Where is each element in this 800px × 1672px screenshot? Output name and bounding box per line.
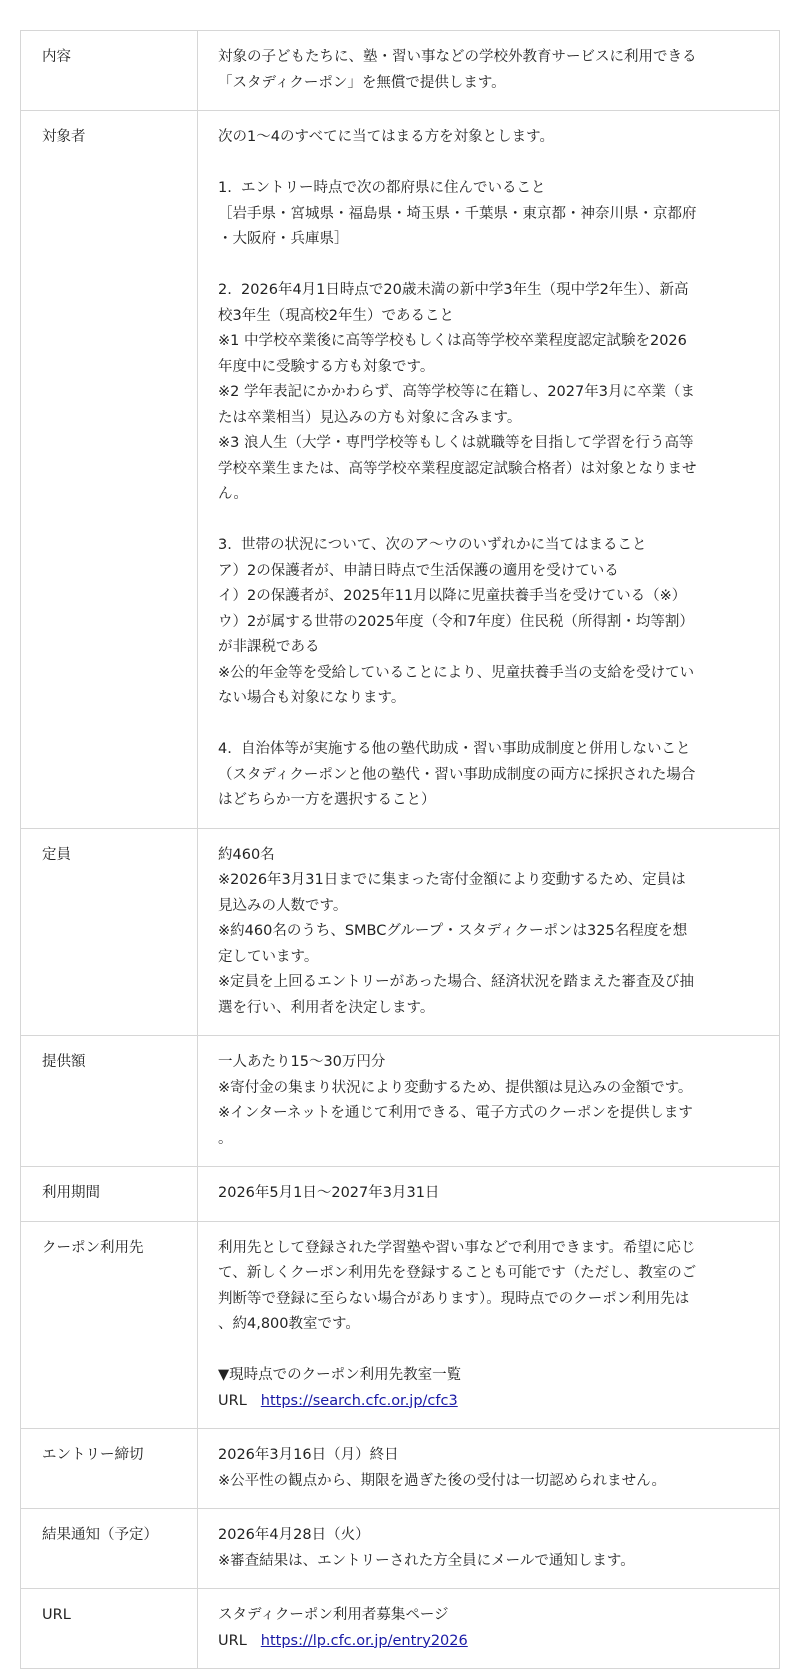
row-label: 対象者 [21, 111, 198, 829]
row-value [198, 1589, 780, 1669]
value-line: ※約460名のうち、SMBCグループ・スタディクーポンは325名程度を想 [218, 923, 688, 939]
table-row [21, 31, 780, 111]
program-info-table [20, 30, 780, 1669]
value-line: 学校卒業生または、高等学校卒業程度認定試験合格者）は対象となりませ [218, 460, 697, 477]
value-line: ［岩手県・宮城県・福島県・埼玉県・千葉県・東京都・神奈川県・京都府 [218, 205, 697, 222]
value-line: ※2 学年表記にかかわらず、高等学校等に在籍し、2027年3月に卒業（ま [218, 384, 695, 400]
table-row [21, 1221, 780, 1429]
row-value [198, 111, 780, 829]
value-line: 1. エントリー時点で次の都府県に住んでいること [218, 180, 546, 196]
value-line: 2026年5月1日〜2027年3月31日 [218, 1185, 440, 1201]
value-line: 次の1〜4のすべてに当てはまる方を対象とします。 [218, 129, 554, 145]
table-row [21, 828, 780, 1036]
url-label: URL [218, 1632, 247, 1649]
blank-line [218, 1338, 761, 1364]
row-label: 利用期間 [21, 1167, 198, 1222]
table-row [21, 1429, 780, 1509]
row-label: URL [21, 1589, 198, 1669]
value-line: ※1 中学校卒業後に高等学校もしくは高等学校卒業程度認定試験を2026 [218, 333, 687, 349]
value-line: 利用先として登録された学習塾や習い事などで利用できます。希望に応じ [218, 1239, 696, 1256]
row-value [198, 1509, 780, 1589]
row-label: 定員 [21, 828, 198, 1036]
info-table-container [20, 30, 780, 1669]
value-line: 約460名 [218, 846, 275, 863]
table-row [21, 1036, 780, 1167]
value-line: 。 [218, 1130, 233, 1147]
value-line: ※3 浪人生（大学・専門学校等もしくは就職等を目指して学習を行う高等 [218, 435, 694, 451]
row-value [198, 1036, 780, 1167]
value-line: スタディクーポン利用者募集ページ [218, 1607, 449, 1623]
row-label: 提供額 [21, 1036, 198, 1167]
url-line [218, 1389, 761, 1415]
row-label: クーポン利用先 [21, 1221, 198, 1429]
row-value [198, 1167, 780, 1222]
value-line: ※定員を上回るエントリーがあった場合、経済状況を踏まえた審査及び抽 [218, 974, 695, 990]
value-line: 、約4,800教室です。 [218, 1316, 360, 1332]
value-line: 対象の子どもたちに、塾・習い事などの学校外教育サービスに利用できる [218, 49, 697, 65]
row-value [198, 1429, 780, 1509]
value-line: ▼現時点でのクーポン利用先教室一覧 [218, 1367, 462, 1383]
url-label: URL [218, 1392, 247, 1409]
url-link[interactable]: https://search.cfc.or.jp/cfc3 [260, 1392, 458, 1409]
value-line: （スタディクーポンと他の塾代・習い事助成制度の両方に採択された場合 [218, 766, 696, 783]
value-line: ※寄付金の集まり状況により変動するため、提供額は見込みの金額です。 [218, 1079, 693, 1096]
url-link[interactable]: https://lp.cfc.or.jp/entry2026 [260, 1632, 468, 1649]
blank-line [218, 151, 761, 177]
value-line: たは卒業相当）見込みの方も対象に含みます。 [218, 409, 522, 426]
value-line: 2026年4月28日（火） [218, 1527, 370, 1543]
table-row [21, 111, 780, 829]
blank-line [218, 508, 761, 534]
table-row [21, 1167, 780, 1222]
value-line: ※公平性の観点から、期限を過ぎた後の受付は一切認められません。 [218, 1472, 667, 1489]
value-line: 3. 世帯の状況について、次のア〜ウのいずれかに当てはまること [218, 537, 647, 553]
row-label: 内容 [21, 31, 198, 111]
value-line: 判断等で登録に至らない場合があります）。現時点でのクーポン利用先は [218, 1290, 690, 1307]
value-line: 「スタディクーポン」を無償で提供します。 [218, 74, 506, 91]
value-line: ない場合も対象になります。 [218, 690, 406, 706]
table-row [21, 1589, 780, 1669]
blank-line [218, 712, 761, 738]
value-line: 一人あたり15〜30万円分 [218, 1054, 386, 1070]
value-line: 見込みの人数です。 [218, 897, 348, 914]
value-line: 4. 自治体等が実施する他の塾代助成・習い事助成制度と併用しないこと [218, 741, 691, 757]
blank-line [218, 253, 761, 279]
value-line: 年度中に受験する方も対象です。 [218, 358, 435, 375]
value-line: ア）2の保護者が、申請日時点で生活保護の適用を受けている [218, 562, 619, 579]
value-line: 2. 2026年4月1日時点で20歳未満の新中学3年生（現中学2年生）、新高 [218, 282, 689, 298]
table-row [21, 1509, 780, 1589]
row-value [198, 31, 780, 111]
program-info-table-body [21, 31, 780, 1669]
value-line: 選を行い、利用者を決定します。 [218, 999, 435, 1016]
value-line: ん。 [218, 486, 248, 502]
row-value [198, 828, 780, 1036]
value-line: 校3年生（現高校2年生）であること [218, 307, 454, 324]
value-line: ※インターネットを通じて利用できる、電子方式のクーポンを提供します [218, 1105, 693, 1121]
value-line: 2026年3月16日（月）終日 [218, 1447, 399, 1463]
value-line: ・大阪府・兵庫県］ [218, 231, 349, 247]
value-line: ※公的年金等を受給していることにより、児童扶養手当の支給を受けてい [218, 664, 695, 681]
value-line: イ）2の保護者が、2025年11月以降に児童扶養手当を受けている（※） [218, 588, 687, 604]
value-line: ※審査結果は、エントリーされた方全員にメールで通知します。 [218, 1552, 635, 1569]
row-label: エントリー締切 [21, 1429, 198, 1509]
value-line: て、新しくクーポン利用先を登録することも可能です（ただし、教室のご [218, 1265, 697, 1281]
value-line: はどちらか一方を選択すること） [218, 792, 436, 808]
value-line: ※2026年3月31日までに集まった寄付金額により変動するため、定員は [218, 872, 686, 888]
value-line: 定しています。 [218, 948, 319, 965]
row-label: 結果通知（予定） [21, 1509, 198, 1589]
url-line [218, 1629, 761, 1655]
value-line: が非課税である [218, 639, 320, 655]
row-value [198, 1221, 780, 1429]
value-line: ウ）2が属する世帯の2025年度（令和7年度）住民税（所得割・均等割） [218, 613, 694, 630]
